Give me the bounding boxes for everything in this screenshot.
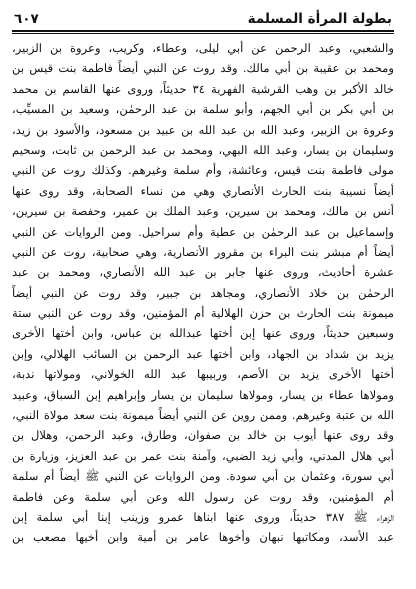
text-line: عشرة أحاديث، وروى عنها جابر بن عبد الله الأنصاري، ومحمد بن عبد bbox=[12, 265, 394, 280]
text-line: أبي هلال المدني، وأبي زيد الضبي، وآمنة بنت عمر بن عبد العزيز، وزيارة بن bbox=[12, 448, 394, 463]
text-line: ومحمد بن عقيبة بن أبي مالك. وقد روت عن النبي أيضاً فاطمة بنت قيس بن bbox=[12, 61, 394, 76]
text-line: وعروة بن الزبير، وعبد الله بن عبد الله بن عبيد بن مسعود، والأسود بن زيد، bbox=[12, 122, 394, 137]
page-number: ٦٠٧ bbox=[14, 11, 39, 27]
text-line: الرحمٰن بن خلاد الأنصاري، ومجاهد بن جبير، وقد روت عن النبي أيضاً bbox=[12, 285, 394, 300]
text-line: أيضاً أم مبشر بنت البراء بن مقرور الأنصارية، وهي صحابية، روت عن النبي bbox=[12, 244, 394, 259]
text-line: أم المؤمنين، وقد روت عن رسول الله وعن أبي سلمة وعن فاطمة bbox=[12, 489, 394, 504]
text-line: بن أبي بكر بن أبي الجهم، وأبو سلمة بن عبد الرحمٰن، وسعيد بن المسيِّب، bbox=[12, 102, 394, 117]
text-line: وسليمان بن يسار، وعبد الله البهي، ومحمد بن عبد الرحمن بن ثابت، وسحيم bbox=[12, 142, 394, 157]
text-line: عبد الأسد، ومكاتبها نبهان وأخوها عامر بن أمية وابن أخيها مصعب بن bbox=[12, 530, 394, 545]
running-header bbox=[12, 6, 394, 28]
text-line: أيضاً نسيبة بنت الحارث الأنصاري وهي من نساء الصحابة، وقد روى عنها bbox=[12, 183, 394, 198]
text-line: أبي سورة، وعثمان بن أبي سودة. ومن الروايات عن النبي ﷺ أيضاً أم سلمة bbox=[12, 469, 394, 484]
text-line: أنس بن مالك، ومحمد بن سيرين، وعبد الملك بن عمير، وحفصة بن سيرين، bbox=[12, 204, 394, 219]
text-line: مولى فاطمة بنت قيس، وعائشة، وأم سلمة وغيرهم. وكذلك روت عن النبي bbox=[12, 163, 394, 178]
header-rule bbox=[12, 30, 394, 32]
text-line: وإسماعيل بن عبد الرحمٰن بن عطية وأم سراحيل. ومن الروايات عن النبي bbox=[12, 224, 394, 239]
header-rule-thin bbox=[12, 33, 394, 34]
text-line: ومولاها عطاء بن يسار، ومولاها سليمان بن يسار وإبراهيم إبن السباق، وعبيد bbox=[12, 387, 394, 402]
text-line: الزهراء ﷺ ٣٨٧ حديثاً، وروى عنها ابناها عمرو وزينب إبنا أبي سلمة إبن bbox=[12, 509, 394, 524]
body-text bbox=[12, 38, 394, 548]
text-line: وسبعين حديثاً، وروى عنها إبن أختها عبدالله بن عباس، وابن أختها الأخرى bbox=[12, 326, 394, 341]
text-line: أختها الأخرى يزيد بن الأصم، وربيبها عبد الله الخولاني، ومولاتها ندبة، bbox=[12, 367, 394, 382]
text-line: ميمونة بنت الحارث بن حزن الهلالية أم المؤمنين، وقد روت عن النبي ستة bbox=[12, 306, 394, 321]
header-title: بطولة المرأة المسلمة bbox=[247, 11, 392, 27]
text-line: والشعبي، وعبد الرحمن عن أبي ليلى، وعطاء، وكريب، وعروة بن الزبير، bbox=[12, 41, 394, 55]
text-line: وقد روى عنها أيوب بن خالد بن صفوان، وطارق، وعبد الرحمن، وهلال بن bbox=[12, 428, 394, 443]
text-line: يزيد بن شداد بن الجهاد، وابن أختها عبد الرحمن بن السائب الهلالي، وإبن bbox=[12, 346, 394, 361]
text-line: الله بن عتبة وغيرهم. وممن روين عن النبي أيضاً ميمونة بنت سعد مولاة النبي، bbox=[12, 408, 394, 423]
text-line: خالد الأكبر بن وهب القرشية الفهرية ٣٤ حديثاً، وروى عنها القاسم بن محمد bbox=[12, 81, 394, 96]
